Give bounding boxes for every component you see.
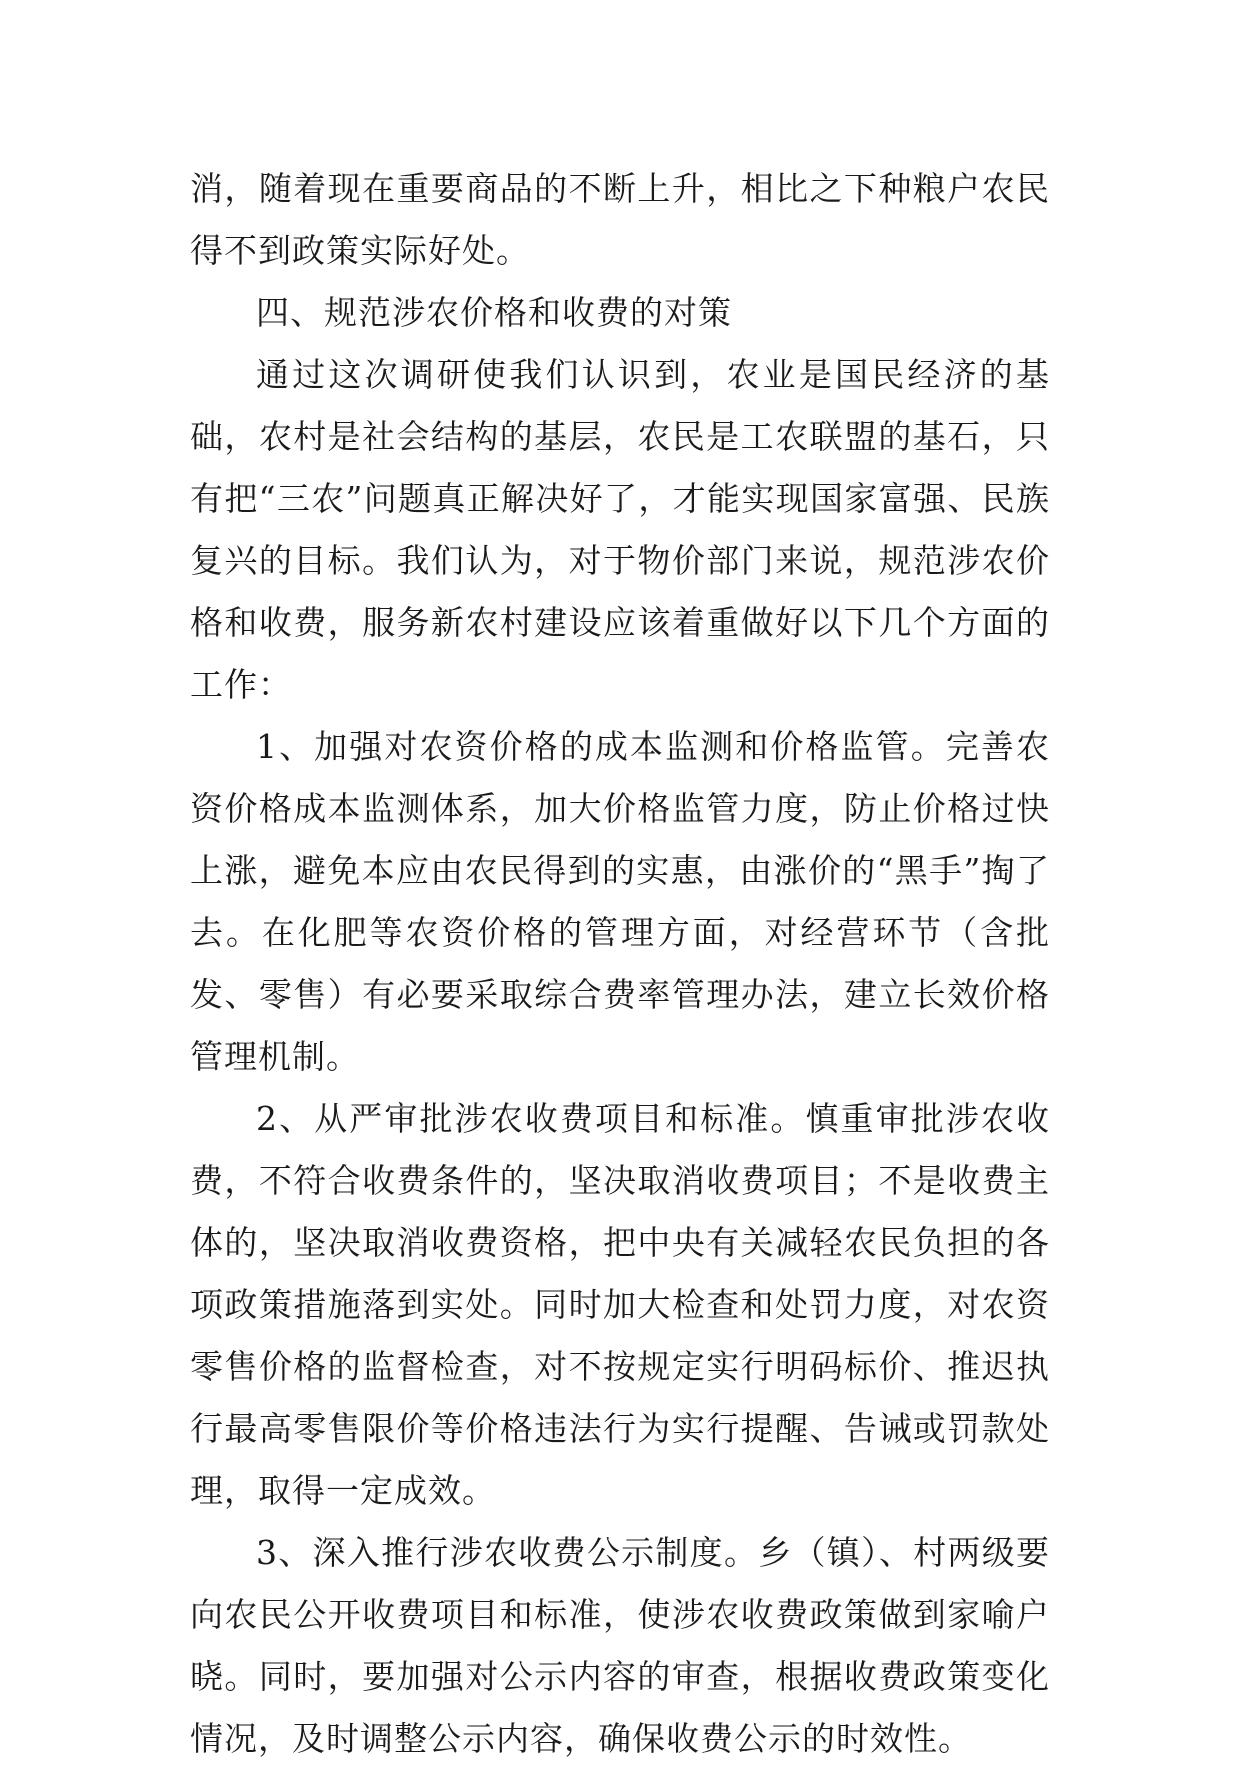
point-2-paragraph: 2、从严审批涉农收费项目和标准。慎重审批涉农收费，不符合收费条件的，坚决取消收费项目；不是收费主体的，坚决取消收费资格，把中央有关减轻农民负担的各项政策措施落到实处。同时加大检查和处罚力度，对农资零售价格的监督检查，对不按规定实行明码标价、推迟执行最高零售限价等价格违法行为实行提醒、告诫或罚款处理，取得一定成效。 — [190, 1099, 1050, 1510]
point-1-paragraph: 1、加强对农资价格的成本监测和价格监管。完善农资价格成本监测体系，加大价格监管力度，防止价格过快上涨，避免本应由农民得到的实惠，由涨价的“黑手”掏了去。在化肥等农资价格的管理方面，对经营环节（含批发、零售）有必要采取综合费率管理办法，建立长效价格管理机制。 — [190, 727, 1050, 1076]
continuation-paragraph: 消，随着现在重要商品的不断上升，相比之下种粮户农民得不到政策实际好处。 — [190, 169, 1050, 270]
section-heading: 四、规范涉农价格和收费的对策 — [256, 293, 732, 332]
intro-paragraph: 通过这次调研使我们认识到，农业是国民经济的基础，农村是社会结构的基层，农民是工农联盟的基石，只有把“三农”问题真正解决好了，才能实现国家富强、民族复兴的目标。我们认为，对于物价部门来说，规范涉农价格和收费，服务新农村建设应该着重做好以下几个方面的工作： — [190, 355, 1050, 704]
point-3-paragraph: 3、深入推行涉农收费公示制度。乡（镇）、村两级要向农民公开收费项目和标准，使涉农收费政策做到家喻户晓。同时，要加强对公示内容的审查，根据收费政策变化情况，及时调整公示内容，确保收费公示的时效性。 — [190, 1533, 1050, 1758]
document-body — [190, 158, 1050, 1770]
